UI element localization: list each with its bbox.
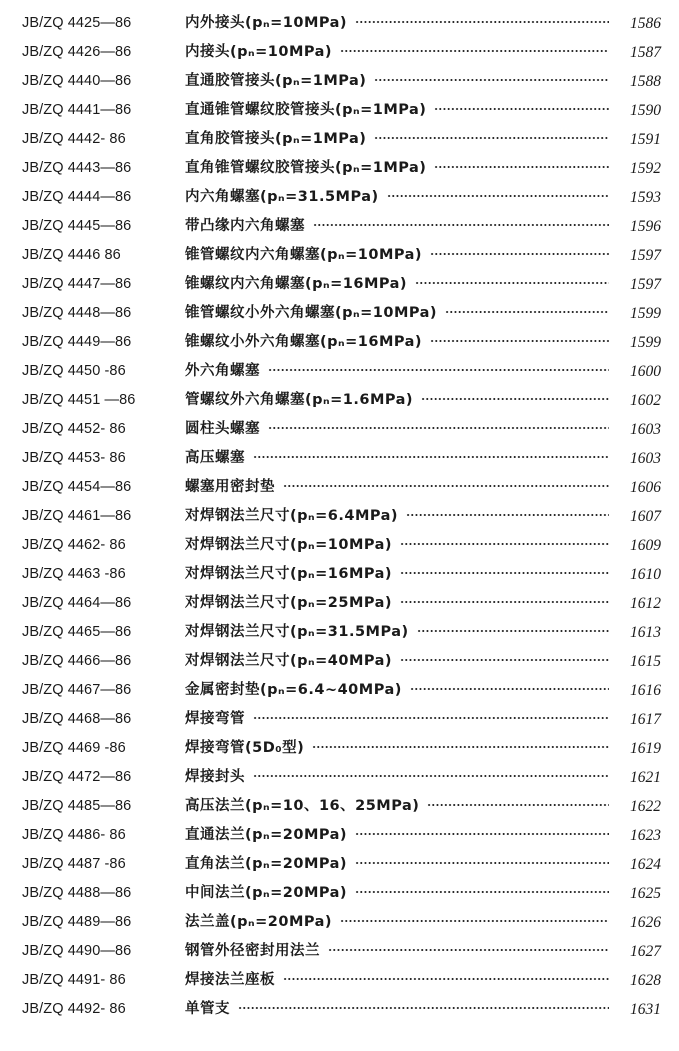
page-number: 1591: [630, 131, 661, 148]
dot-leader: [355, 21, 609, 23]
entry-title: 焊接弯管: [185, 711, 245, 727]
title-leader: [185, 622, 609, 642]
entry-title: 外六角螺塞: [185, 363, 260, 379]
entry-title: 对焊钢法兰尺寸(pₙ=6.4MPa): [185, 508, 399, 524]
standard-code: JB/ZQ 4472—86: [22, 769, 132, 785]
dot-leader: [374, 79, 609, 81]
entry-title: 对焊钢法兰尺寸(pₙ=40MPa): [185, 653, 393, 669]
page-number: 1603: [630, 421, 661, 438]
title-leader: [185, 999, 609, 1019]
toc-entry: [0, 356, 679, 385]
page-number: 1599: [630, 305, 661, 322]
title-leader: [185, 245, 609, 265]
standard-code: JB/ZQ 4450 -86: [22, 363, 126, 379]
standard-code: JB/ZQ 4468—86: [22, 711, 132, 727]
entry-title: 直角胶管接头(pₙ=1MPa): [185, 131, 367, 147]
page-number: 1615: [630, 653, 661, 670]
dot-leader: [355, 862, 609, 864]
toc-entry: [0, 530, 679, 559]
standard-code: JB/ZQ 4487 -86: [22, 856, 126, 872]
dot-leader: [283, 978, 609, 980]
standard-code: JB/ZQ 4452- 86: [22, 421, 126, 437]
page-number: 1624: [630, 856, 661, 873]
standard-code: JB/ZQ 4490—86: [22, 943, 132, 959]
entry-title: 对焊钢法兰尺寸(pₙ=16MPa): [185, 566, 393, 582]
toc-entry: [0, 240, 679, 269]
toc-entry: [0, 791, 679, 820]
title-leader: [185, 303, 609, 323]
entry-title: 锥螺纹小外六角螺塞(pₙ=16MPa): [185, 334, 423, 350]
dot-leader: [312, 746, 609, 748]
toc-entry: [0, 414, 679, 443]
title-leader: [185, 13, 609, 33]
toc-entry: [0, 153, 679, 182]
dot-leader: [283, 485, 609, 487]
page-number: 1609: [630, 537, 661, 554]
dot-leader: [253, 775, 609, 777]
page-number: 1593: [630, 189, 661, 206]
standard-code: JB/ZQ 4442- 86: [22, 131, 126, 147]
standard-code: JB/ZQ 4446 86: [22, 247, 121, 263]
dot-leader: [400, 572, 609, 574]
entry-title: 钢管外径密封用法兰: [185, 943, 320, 959]
toc-entry: [0, 994, 679, 1023]
standard-code: JB/ZQ 4425—86: [22, 15, 132, 31]
standard-code: JB/ZQ 4488—86: [22, 885, 132, 901]
toc-entry: [0, 733, 679, 762]
entry-title: 焊接封头: [185, 769, 245, 785]
page-number: 1587: [630, 44, 661, 61]
entry-title: 焊接弯管(5D₀型): [185, 740, 305, 756]
dot-leader: [313, 224, 609, 226]
title-leader: [185, 448, 609, 468]
entry-title: 直通胶管接头(pₙ=1MPa): [185, 73, 367, 89]
entry-title: 管螺纹外六角螺塞(pₙ=1.6MPa): [185, 392, 414, 408]
page-number: 1602: [630, 392, 661, 409]
dot-leader: [374, 137, 609, 139]
title-leader: [185, 477, 609, 497]
dot-leader: [434, 166, 609, 168]
page-number: 1597: [630, 247, 661, 264]
entry-title: 法兰盖(pₙ=20MPa): [185, 914, 333, 930]
page-number: 1588: [630, 73, 661, 90]
standard-code: JB/ZQ 4461—86: [22, 508, 132, 524]
title-leader: [185, 970, 609, 990]
toc-entry: [0, 8, 679, 37]
standard-code: JB/ZQ 4491- 86: [22, 972, 126, 988]
standard-code: JB/ZQ 4447—86: [22, 276, 132, 292]
standard-code: JB/ZQ 4486- 86: [22, 827, 126, 843]
page-number: 1628: [630, 972, 661, 989]
title-leader: [185, 158, 609, 178]
title-leader: [185, 216, 609, 236]
dot-leader: [430, 253, 609, 255]
dot-leader: [417, 630, 609, 632]
entry-title: 内六角螺塞(pₙ=31.5MPa): [185, 189, 379, 205]
title-leader: [185, 912, 609, 932]
title-leader: [185, 332, 609, 352]
page-number: 1603: [630, 450, 661, 467]
title-leader: [185, 419, 609, 439]
standard-code: JB/ZQ 4451 —86: [22, 392, 136, 408]
toc-entry: [0, 472, 679, 501]
title-leader: [185, 796, 609, 816]
page-number: 1607: [630, 508, 661, 525]
entry-title: 锥管螺纹内六角螺塞(pₙ=10MPa): [185, 247, 423, 263]
entry-title: 对焊钢法兰尺寸(pₙ=31.5MPa): [185, 624, 409, 640]
title-leader: [185, 883, 609, 903]
dot-leader: [268, 427, 609, 429]
toc-entry: [0, 849, 679, 878]
entry-title: 带凸缘内六角螺塞: [185, 218, 305, 234]
entry-title: 内外接头(pₙ=10MPa): [185, 15, 348, 31]
title-leader: [185, 651, 609, 671]
title-leader: [185, 709, 609, 729]
title-leader: [185, 42, 609, 62]
standard-code: JB/ZQ 4492- 86: [22, 1001, 126, 1017]
entry-title: 对焊钢法兰尺寸(pₙ=10MPa): [185, 537, 393, 553]
dot-leader: [430, 340, 609, 342]
standard-code: JB/ZQ 4467—86: [22, 682, 132, 698]
toc-entry: [0, 588, 679, 617]
dot-leader: [445, 311, 609, 313]
title-leader: [185, 593, 609, 613]
title-leader: [185, 767, 609, 787]
entry-title: 直通法兰(pₙ=20MPa): [185, 827, 348, 843]
entry-title: 圆柱头螺塞: [185, 421, 260, 437]
entry-title: 直通锥管螺纹胶管接头(pₙ=1MPa): [185, 102, 427, 118]
page-number: 1597: [630, 276, 661, 293]
entry-title: 螺塞用密封垫: [185, 479, 275, 495]
toc-entry: [0, 66, 679, 95]
standard-code: JB/ZQ 4448—86: [22, 305, 132, 321]
toc-entry: [0, 559, 679, 588]
toc-entry: [0, 37, 679, 66]
page-number: 1599: [630, 334, 661, 351]
dot-leader: [434, 108, 609, 110]
entry-title: 锥螺纹内六角螺塞(pₙ=16MPa): [185, 276, 408, 292]
title-leader: [185, 361, 609, 381]
toc-entry: [0, 820, 679, 849]
entry-title: 高压螺塞: [185, 450, 245, 466]
standard-code: JB/ZQ 4454—86: [22, 479, 132, 495]
title-leader: [185, 100, 609, 120]
dot-leader: [427, 804, 609, 806]
standard-code: JB/ZQ 4443—86: [22, 160, 132, 176]
page-number: 1612: [630, 595, 661, 612]
title-leader: [185, 680, 609, 700]
standard-code: JB/ZQ 4426—86: [22, 44, 132, 60]
standard-code: JB/ZQ 4464—86: [22, 595, 132, 611]
title-leader: [185, 71, 609, 91]
toc-entry: [0, 443, 679, 472]
page-number: 1596: [630, 218, 661, 235]
toc-entry: [0, 704, 679, 733]
page-number: 1590: [630, 102, 661, 119]
dot-leader: [406, 514, 609, 516]
page-number: 1600: [630, 363, 661, 380]
entry-title: 高压法兰(pₙ=10、16、25MPa): [185, 798, 420, 814]
standard-code: JB/ZQ 4444—86: [22, 189, 132, 205]
dot-leader: [238, 1007, 609, 1009]
page-number: 1610: [630, 566, 661, 583]
toc-entry: [0, 617, 679, 646]
standard-code: JB/ZQ 4463 -86: [22, 566, 126, 582]
entry-title: 对焊钢法兰尺寸(pₙ=25MPa): [185, 595, 393, 611]
standard-code: JB/ZQ 4466—86: [22, 653, 132, 669]
title-leader: [185, 535, 609, 555]
toc-entry: [0, 907, 679, 936]
title-leader: [185, 506, 609, 526]
title-leader: [185, 274, 609, 294]
toc-entry: [0, 501, 679, 530]
dot-leader: [387, 195, 609, 197]
toc-entry: [0, 675, 679, 704]
title-leader: [185, 390, 609, 410]
standard-code: JB/ZQ 4465—86: [22, 624, 132, 640]
dot-leader: [268, 369, 609, 371]
entry-title: 锥管螺纹小外六角螺塞(pₙ=10MPa): [185, 305, 438, 321]
standard-code: JB/ZQ 4453- 86: [22, 450, 126, 466]
page-number: 1586: [630, 15, 661, 32]
page-number: 1617: [630, 711, 661, 728]
title-leader: [185, 738, 609, 758]
page-number: 1623: [630, 827, 661, 844]
dot-leader: [253, 456, 609, 458]
standard-code: JB/ZQ 4441—86: [22, 102, 132, 118]
title-leader: [185, 941, 609, 961]
dot-leader: [328, 949, 609, 951]
dot-leader: [415, 282, 609, 284]
entry-title: 直角锥管螺纹胶管接头(pₙ=1MPa): [185, 160, 427, 176]
page-number: 1613: [630, 624, 661, 641]
title-leader: [185, 129, 609, 149]
toc-entry: [0, 936, 679, 965]
page-number: 1621: [630, 769, 661, 786]
page-number: 1616: [630, 682, 661, 699]
page-number: 1606: [630, 479, 661, 496]
title-leader: [185, 825, 609, 845]
dot-leader: [340, 50, 609, 52]
table-of-contents: [0, 8, 679, 1023]
toc-entry: [0, 646, 679, 675]
entry-title: 中间法兰(pₙ=20MPa): [185, 885, 348, 901]
title-leader: [185, 564, 609, 584]
toc-entry: [0, 385, 679, 414]
toc-entry: [0, 182, 679, 211]
dot-leader: [421, 398, 609, 400]
standard-code: JB/ZQ 4462- 86: [22, 537, 126, 553]
page-number: 1627: [630, 943, 661, 960]
entry-title: 内接头(pₙ=10MPa): [185, 44, 333, 60]
standard-code: JB/ZQ 4449—86: [22, 334, 132, 350]
entry-title: 焊接法兰座板: [185, 972, 275, 988]
standard-code: JB/ZQ 4445—86: [22, 218, 132, 234]
standard-code: JB/ZQ 4489—86: [22, 914, 132, 930]
entry-title: 金属密封垫(pₙ=6.4~40MPa): [185, 682, 402, 698]
entry-title: 单管支: [185, 1001, 230, 1017]
toc-entry: [0, 327, 679, 356]
dot-leader: [355, 891, 609, 893]
standard-code: JB/ZQ 4485—86: [22, 798, 132, 814]
title-leader: [185, 187, 609, 207]
standard-code: JB/ZQ 4440—86: [22, 73, 132, 89]
page-number: 1631: [630, 1001, 661, 1018]
page-number: 1625: [630, 885, 661, 902]
toc-entry: [0, 124, 679, 153]
toc-entry: [0, 878, 679, 907]
title-leader: [185, 854, 609, 874]
dot-leader: [253, 717, 609, 719]
page-number: 1626: [630, 914, 661, 931]
dot-leader: [400, 543, 609, 545]
toc-entry: [0, 211, 679, 240]
page-number: 1619: [630, 740, 661, 757]
entry-title: 直角法兰(pₙ=20MPa): [185, 856, 348, 872]
standard-code: JB/ZQ 4469 -86: [22, 740, 126, 756]
dot-leader: [400, 659, 609, 661]
page-number: 1622: [630, 798, 661, 815]
toc-entry: [0, 965, 679, 994]
dot-leader: [340, 920, 609, 922]
toc-entry: [0, 762, 679, 791]
dot-leader: [410, 688, 609, 690]
toc-entry: [0, 95, 679, 124]
page-number: 1592: [630, 160, 661, 177]
dot-leader: [400, 601, 609, 603]
toc-entry: [0, 298, 679, 327]
dot-leader: [355, 833, 609, 835]
toc-entry: [0, 269, 679, 298]
